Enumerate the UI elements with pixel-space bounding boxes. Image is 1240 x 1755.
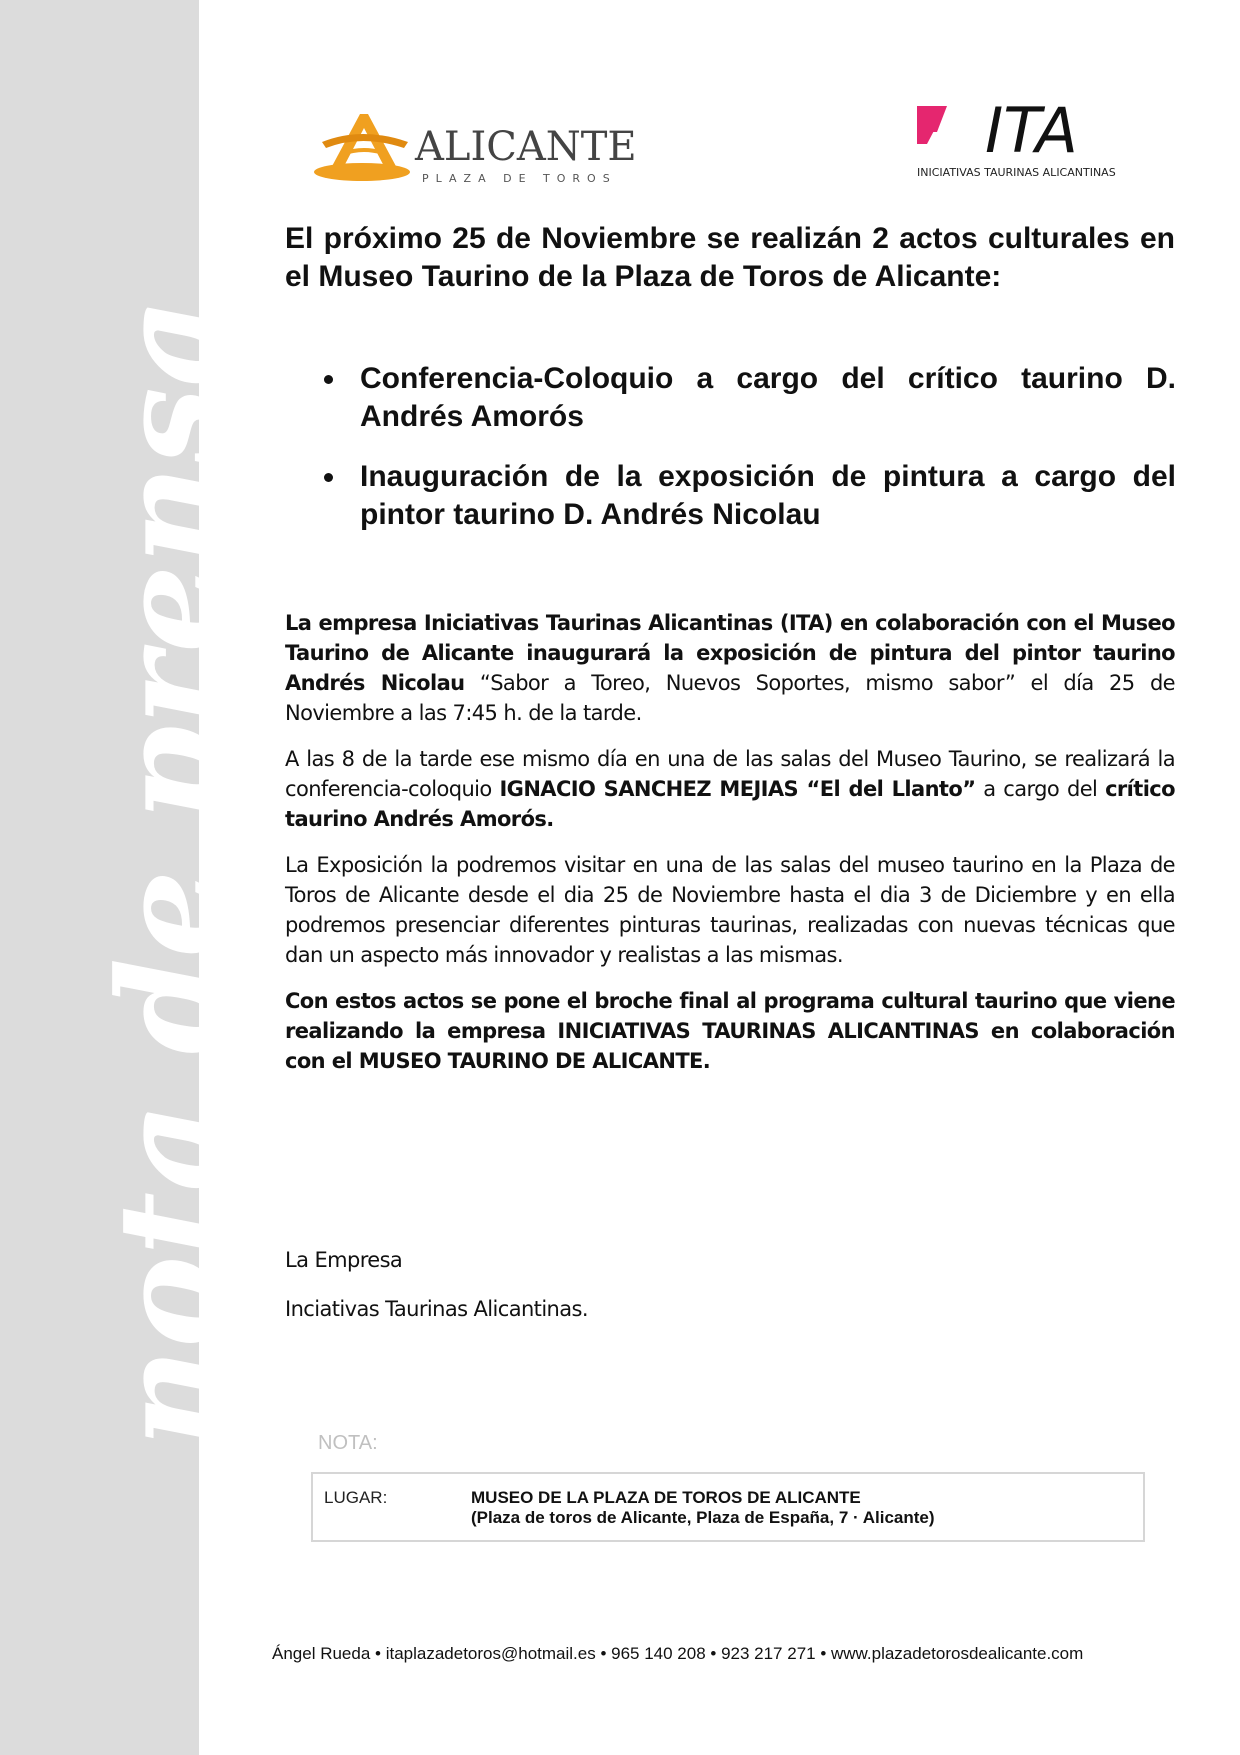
bull-emblem-icon <box>310 108 420 188</box>
paragraph-3: La Exposición la podremos visitar en una de las salas del museo taurino en la Plaza de Toros de Alicante desde el dia 25 de Noviembre hasta el dia 3 de Diciembre y en ella podremos presenciar diferentes pinturas taurinas, realizadas con nuevas técnicas que dan un aspecto más innovador y realistas a las mismas. <box>285 853 1175 967</box>
press-body <box>285 608 1175 1092</box>
list-item <box>320 458 1176 534</box>
note-value-line-2: (Plaza de toros de Alicante, Plaza de España, 7 · Alicante) <box>471 1508 935 1527</box>
logo-ita <box>917 94 1147 184</box>
paragraph-2-a: A las 8 de la tarde ese mismo día en una de las salas del Museo Taurino, se realizará la conferencia-coloquio <box>285 747 1175 801</box>
bullet-icon <box>324 375 333 384</box>
paragraph-1 <box>285 608 1175 728</box>
paragraph-2 <box>285 744 1175 834</box>
logo-alicante-name: ALICANTE <box>415 124 637 170</box>
logo-alicante-subtitle: PLAZA DE TOROS <box>422 172 617 185</box>
sidebar-title: nota de prensa <box>87 297 250 1448</box>
logo-alicante <box>310 108 640 188</box>
event-list <box>320 360 1176 556</box>
paragraph-4 <box>285 986 1175 1076</box>
note-key: LUGAR: <box>324 1488 388 1507</box>
signature-line-2: Inciativas Taurinas Alicantinas. <box>285 1297 588 1321</box>
list-item-text: Inauguración de la exposición de pintura a cargo del pintor taurino D. Andrés Nicolau <box>360 460 1176 531</box>
sidebar-band <box>0 0 250 1755</box>
list-item-text: Conferencia-Coloquio a cargo del crítico taurino D. Andrés Amorós <box>360 362 1176 433</box>
paragraph-1-rest: “Sabor a Toreo, Nuevos Soportes, mismo sabor” el día 25 de Noviembre a las 7:45 h. de la tarde. <box>285 671 1176 725</box>
logo-ita-name: ITA <box>985 94 1078 167</box>
paragraph-4-bold: Con estos actos se pone el broche final al programa cultural taurino que viene realizando la empresa INICIATIVAS TAURINAS ALICANTINAS en colaboración con el MUSEO TAURINO DE ALICANTE. <box>285 989 1175 1073</box>
note-value-line-1: MUSEO DE LA PLAZA DE TOROS DE ALICANTE <box>471 1488 861 1507</box>
paragraph-2-c: a cargo del <box>975 777 1106 801</box>
signature-line-1: La Empresa <box>285 1248 403 1272</box>
note-label: NOTA: <box>318 1432 378 1454</box>
note-box <box>311 1472 1145 1542</box>
list-item <box>320 360 1176 436</box>
headline: El próximo 25 de Noviembre se realizán 2 actos culturales en el Museo Taurino de la Plaza de Toros de Alicante: <box>285 222 1175 293</box>
ita-mark-icon <box>917 104 977 148</box>
paragraph-1-bold: La empresa Iniciativas Taurinas Alicantinas (ITA) en colaboración con el Museo Taurino de Alicante inaugurará la exposición de pintura del pintor taurino Andrés Nicolau <box>285 611 1175 695</box>
bullet-icon <box>324 473 333 482</box>
paragraph-2-b: IGNACIO SANCHEZ MEJIAS “El del Llanto” <box>499 777 976 801</box>
paragraph-2-d: crítico taurino Andrés Amorós. <box>285 777 1175 831</box>
footer-contact: Ángel Rueda • itaplazadetoros@hotmail.es • 965 140 208 • 923 217 271 • www.plazadetorosdealicante.com <box>272 1644 1084 1663</box>
logo-ita-subtitle: INICIATIVAS TAURINAS ALICANTINAS <box>917 166 1116 179</box>
